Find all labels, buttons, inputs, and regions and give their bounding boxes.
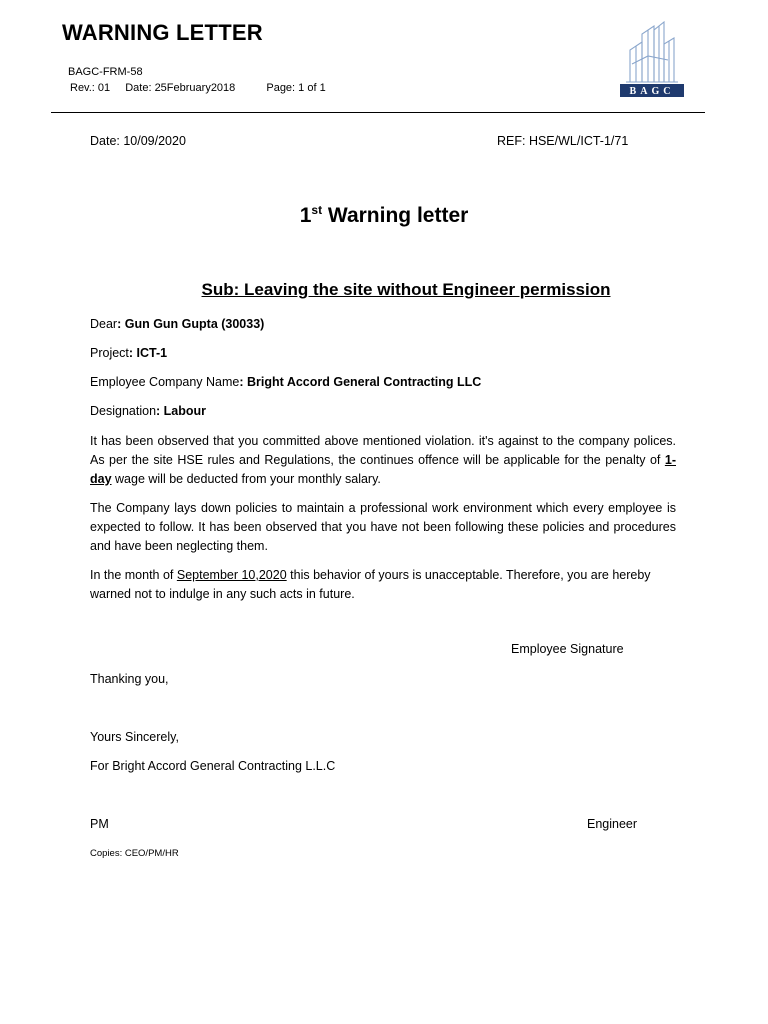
revision-line — [70, 82, 338, 94]
letter-date: Date: 10/09/2020 — [90, 134, 186, 148]
page-number: Page: 1 of 1 — [266, 82, 326, 94]
paragraph-violation — [90, 432, 676, 488]
dear-value: : Gun Gun Gupta (30033) — [117, 317, 265, 331]
header-divider — [51, 112, 705, 113]
company-field — [90, 375, 481, 389]
project-field — [90, 346, 167, 360]
bagc-logo — [618, 20, 686, 98]
pm-signature-label: PM — [90, 817, 109, 831]
engineer-signature-label: Engineer — [587, 817, 638, 831]
company-label: Employee Company Name — [90, 375, 240, 389]
letter-subject: Sub: Leaving the site without Engineer permission — [201, 280, 611, 299]
paragraph-policy: The Company lays down policies to maintain a professional work environment which every employee is expected to follow. It has been observed that you have not been following these policies and procedures and have been neglecting them. — [90, 501, 676, 553]
designation-label: Designation — [90, 404, 157, 418]
paragraph-warning — [90, 566, 676, 604]
paragraph-violation-text-end: wage will be deducted from your monthly salary. — [111, 471, 381, 486]
dear-label: Dear — [90, 317, 118, 331]
letter-title-ordinal: st — [311, 203, 323, 217]
document-title: WARNING LETTER — [62, 20, 263, 45]
letter-title-number: 1 — [299, 204, 312, 227]
logo-text: BAGC — [629, 86, 675, 97]
closing-sincerely: Yours Sincerely, — [90, 730, 179, 744]
paragraph-warning-text-end: this behavior of yours is unacceptable. Therefore, you are hereby warned not to indulge in any such acts in future. — [90, 568, 651, 601]
paragraph-warning-text: In the month of — [90, 568, 177, 582]
project-value: : ICT-1 — [128, 346, 168, 360]
dear-field — [90, 317, 264, 331]
copies-line: Copies: CEO/PM/HR — [90, 848, 179, 859]
letter-reference: REF: HSE/WL/ICT-1/71 — [497, 134, 629, 148]
project-label: Project — [90, 346, 129, 360]
designation-field — [90, 404, 206, 418]
paragraph-violation-text: It has been observed that you committed above mentioned violation. it's against to the company polices. As per the site HSE rules and Regulations, the continues offence will be applicable for the penalty of — [90, 434, 676, 467]
employee-signature-label: Employee Signature — [511, 642, 624, 656]
revision-number: Rev.: 01 — [70, 82, 111, 94]
designation-value: : Labour — [156, 404, 207, 418]
incident-date: September 10,2020 — [176, 568, 287, 582]
revision-date: Date: 25February2018 — [125, 82, 236, 94]
closing-company: For Bright Accord General Contracting L.L.C — [90, 759, 336, 773]
letter-title — [0, 204, 768, 228]
form-code: BAGC-FRM-58 — [68, 66, 143, 78]
closing-thanks: Thanking you, — [90, 672, 169, 686]
penalty-days: 1-day — [90, 452, 676, 486]
company-value: : Bright Accord General Contracting LLC — [239, 375, 482, 389]
letter-title-text: Warning letter — [322, 204, 469, 227]
